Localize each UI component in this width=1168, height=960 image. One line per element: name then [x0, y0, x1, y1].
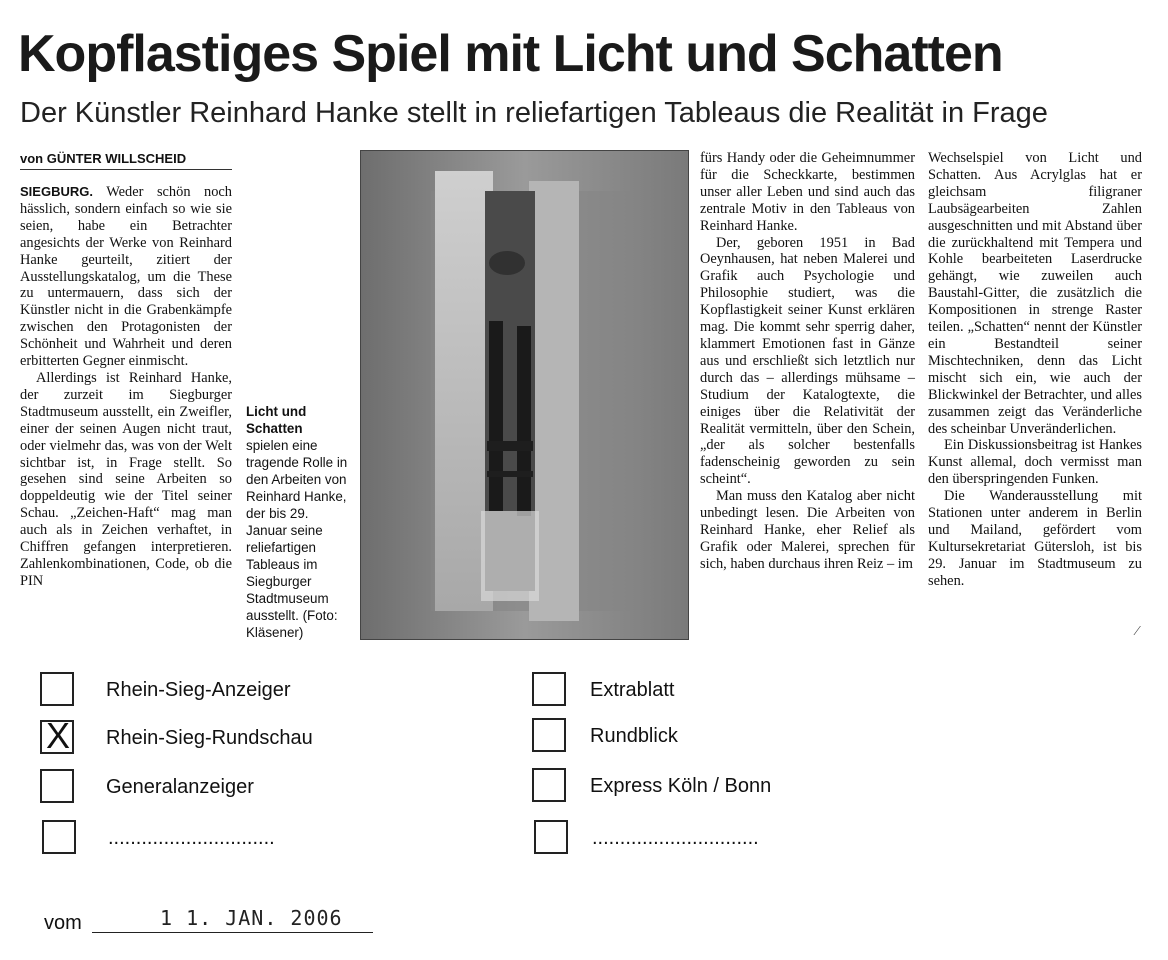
checklist-label: Extrablatt [590, 679, 675, 701]
headline: Kopflastiges Spiel mit Licht und Schatten [18, 25, 1003, 83]
checklist-label: .............................. [108, 827, 275, 849]
end-mark: ⁄ [1136, 624, 1139, 639]
subheadline: Der Künstler Reinhard Hanke stellt in reliefartigen Tableaus die Realität in Frage [20, 97, 1048, 129]
checkbox[interactable] [532, 768, 566, 802]
checklist-label: Rhein-Sieg-Rundschau [106, 727, 313, 749]
paragraph: Allerdings ist Reinhard Hanke, der zurzeit im Siegburger Stadtmuseum ausstellt, ein Zweifler, einer der seinen Augen nicht traut, oder vielmehr das, was von der Welt sichtbar ist, in Frage stellt. So gesehen sind seine Arbeiten so doppeldeutig wie der Titel seiner Schau. „Zeichen-Haft“ mag man auch als in Zeichen verhaftet, in Chiffren gefangen interpretieren. Zahlenkombinationen, Code, ob die PIN [20, 369, 232, 589]
paragraph: Die Wanderausstellung mit Stationen unter anderem in Berlin und Mailand, gefördert vom Kultursekretariat Gütersloh, ist bis 29. Januar im Stadtmuseum zu sehen. [928, 488, 1142, 589]
checklist-label: .............................. [592, 827, 759, 849]
checklist-label: Rhein-Sieg-Anzeiger [106, 679, 291, 701]
checklist-label: Rundblick [590, 725, 678, 747]
date-label: vom [44, 912, 82, 934]
checkbox[interactable] [532, 672, 566, 706]
paragraph-text: Weder schön noch hässlich, sondern einfach so wie sie seien, habe ein Betrachter angesichts der Werke von Reinhard Hanke geurteilt, zitiert der Ausstellungskatalog, um die These zu untermauern, dass sich der Künstler nicht in die Grabenkämpfe zwischen den Protagonisten der Schönheit und Wahrheit und deren erbitterten Gegner einmischt. [20, 184, 233, 370]
date-line [92, 932, 373, 933]
artwork-photo [360, 150, 689, 640]
byline: von GÜNTER WILLSCHEID [20, 150, 232, 170]
checkbox[interactable] [40, 672, 74, 706]
article-column-3 [700, 150, 915, 573]
caption-title: Licht und Schatten [246, 404, 307, 436]
paragraph: Man muss den Katalog aber nicht unbedingt lesen. Die Arbeiten von Reinhard Hanke, eher Relief als Grafik oder Malerei, sprechen für sich, haben durchaus ihren Reiz – im [700, 488, 915, 572]
checkbox[interactable] [40, 769, 74, 803]
check-mark-icon: X [46, 715, 71, 756]
artwork-image [361, 151, 688, 639]
dateline: SIEGBURG. [20, 184, 93, 199]
checkbox[interactable] [532, 718, 566, 752]
checkbox[interactable] [534, 820, 568, 854]
article-column-1 [20, 184, 232, 590]
caption-text: spielen eine tragende Rolle in den Arbeiten von Reinhard Hanke, der bis 29. Januar seine reliefartigen Tableaus im Siegburger Stadtmuseum ausstellt. (Foto: Kläsener) [246, 438, 348, 640]
photo-caption [246, 403, 348, 641]
checklist-label: Generalanzeiger [106, 776, 254, 798]
checklist-label: Express Köln / Bonn [590, 775, 772, 797]
paragraph: fürs Handy oder die Geheimnummer für die Scheckkarte, bestimmen unser aller Leben und sind auch das zentrale Motiv in den Tableaus von Reinhard Hanke. [700, 150, 915, 234]
publication-checklist [0, 668, 1168, 868]
article-column-4 [928, 150, 1142, 590]
date-stamp: 1 1. JAN. 2006 [160, 906, 343, 930]
checkbox[interactable] [42, 820, 76, 854]
paragraph: Wechselspiel von Licht und Schatten. Aus Acrylglas hat er gleichsam filigraner Laubsägearbeiten Zahlen ausgeschnitten und mit Abstand über die zurückhaltend mit Tempera und Kohle bearbeiteten Laserdrucke gehängt, wie zuweilen auch Baustahl-Gitter, die zusätzlich die Kompositionen in strenge Raster teilen. „Schatten“ nennt der Künstler ein Bestandteil seiner Mischtechniken, denn das Licht mischt sich ein, wie auch der Blickwinkel der Betrachter, und alles zusammen zeigt das Veränderliche des scheinbar Unveränderlichen. [928, 150, 1143, 437]
paragraph: Ein Diskussionsbeitrag ist Hankes Kunst allemal, doch vermisst man den überspringenden Funken. [928, 437, 1142, 488]
checkbox[interactable] [40, 715, 74, 756]
paragraph: Der, geboren 1951 in Bad Oeynhausen, hat neben Malerei und Grafik auch Psychologie und Philosophie studiert, was die Kopflastigkeit seiner Kunst erklären mag. Die kommt sehr sperrig daher, klammert Emotionen fast in Gänze aus und erschließt sich letztlich nur durch das – allerdings mühsame – Studium der Katalogtexte, die einiges über die Relativität der Realität vermitteln, über den Schein, „der als solcher bestenfalls fadenscheinig geworden zu sein scheint“. [700, 234, 915, 488]
paragraph [20, 184, 232, 370]
